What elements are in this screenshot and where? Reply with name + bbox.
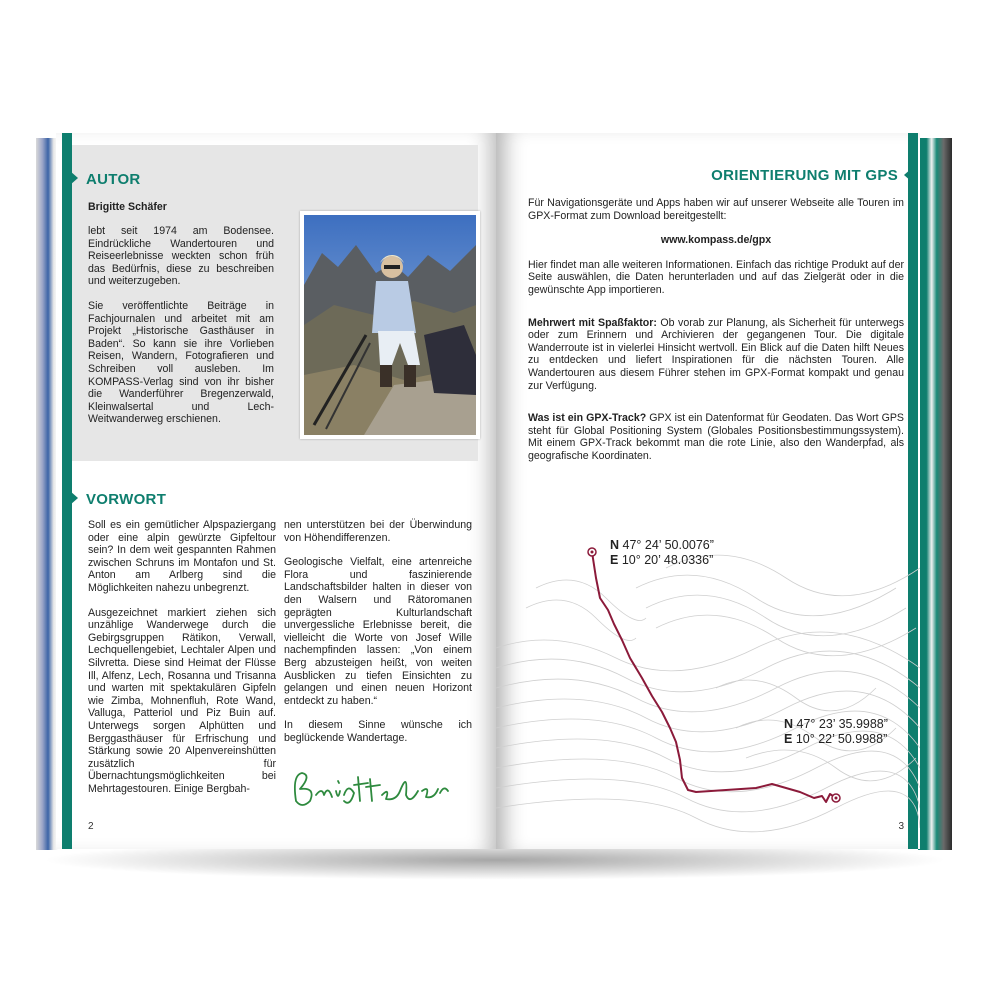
start-e-value: 10° 20’ 48.0336” [618,553,714,567]
author-bio-p1: lebt seit 1974 am Bodensee. Eindrückliche Wandertouren und Reiseerlebnisse weckten schon früh das Bedürfnis, diese zu beschreiben und weiterzugeben. [88,225,274,288]
gps-explainer [528,412,904,462]
chevron-left-icon [904,168,912,182]
right-page [496,133,920,849]
gps-explainer-label: Was ist ein GPX-Track? [528,412,647,425]
start-n-value: 47° 24’ 50.0076” [619,538,714,552]
author-bio [88,225,274,438]
start-e-label: E [610,553,619,567]
gps-url: www.kompass.de/gpx [660,234,772,247]
gps-text [528,197,904,475]
gpx-track-map [496,528,920,838]
chevron-right-icon [70,491,78,505]
chevron-right-icon [70,171,78,185]
author-photo-image [304,215,476,435]
gps-info: Hier findet man alle weiteren Informationen. Einfach das richtige Produkt auf der Seite auswählen, die Daten herunterladen und auf das Zielgerät oder in die gewünschte App importieren. [528,258,904,296]
author-bio-p2: Sie veröffentlichte Beiträge in Fachjournalen und arbeitet mit am Projekt „Historische Gasthäuser in Baden“. So kann sie ihre Vorlieben Reisen, Wandern, Fotografieren und Schreiben voll ausleben. Im KOMPASS-Verlag sind von ihr bisher die Wanderführer Bregenzerwald, Kleinwalsertal und Lech-Weitwanderweg erschienen. [88,299,274,426]
page-stack-left [36,138,58,850]
page-stack-right [918,138,952,850]
author-heading: AUTOR [86,171,141,188]
gps-mehrwert-text: Ob vorab zur Planung, als Sicherheit für unterwegs oder zum Erinnern und Archivieren der gegangenen Tour. Die digitale Wanderroute ist in vielerlei Hinsicht wertvoll. Ein Blick auf die Daten hilft Neues zu entdecken und liefert Inspirationen für die nächsten Touren. Alle Wandertouren aus diesem Führer stehen im GPX-Format kompakt und genau zur Verfügung. [528,316,905,392]
left-page [56,133,496,849]
gps-mehrwert-label: Mehrwert mit Spaßfaktor: [528,316,657,329]
end-n-label: N [784,717,794,731]
foreword-column-2 [284,519,472,757]
author-name: Brigitte Schäfer [88,201,167,213]
gps-explainer-text: GPX ist ein Datenformat für Geodaten. Das Wort GPS steht für Global Positioning System (Globales Positionsbestimmungssystem). Mit einem GPX-Track bekommt man die rote Linie, also den Wanderpfad, als geografische Koordinaten. [528,412,904,462]
end-e-value: 10° 22’ 50.9988” [792,732,888,746]
foreword-col2-p2: Geologische Vielfalt, eine artenreiche Flora und faszinierende Landschaftsbilder halten in dieser von den Walsern und Rätoromanen geprägten Kulturlandschaft unvergessliche Erlebnisse bereit, die vielleicht die Worte von Josef Wille nachempfinden lassen: „Von einem Berg abzusteigen heißt, von weiten Ausblicken zu tiefen Einsichten zu gelangen und einen neuen Horizont entdeckt zu haben.“ [284,556,472,707]
gps-mehrwert [528,317,904,393]
gps-intro: Für Navigationsgeräte und Apps haben wir auf unserer Webseite alle Touren im GPX-Format zum Download bereitgestellt: [528,197,904,222]
gps-heading: ORIENTIERUNG MIT GPS [711,167,898,184]
foreword-col1-p2: Ausgezeichnet markiert ziehen sich unzählige Wanderwege durch die Gebirgsgruppen Rätikon, Verwall, Lechquellengebiet, Lechtaler Alpen und Silvretta. Diese sind Heimat der Flüsse Ill, Alfenz, Lech, Rosanna und Trisanna und warten mit spektakulären Gipfeln wie Zimba, Mohnenfluh, Rote Wand, Valluga, Patteriol und Piz Buin auf. Unterwegs sorgen Alphütten und Berggasthäuser für Erfrischung und Stärkung sowie 20 Alpenvereinshütten zusätzlich für Übernachtungsmöglichkeiten bei Mehrtagestouren. Einige Bergbah- [88,606,276,795]
start-n-label: N [610,538,620,552]
foreword-col2-p3: In diesem Sinne wünsche ich beglückende Wandertage. [284,719,472,744]
foreword-col2-p1: nen unterstützen bei der Überwindung von Höhendifferenzen. [284,519,472,544]
foreword-col1-p1: Soll es ein gemütlicher Alpspaziergang oder eine alpin gewürzte Gipfeltour sein? In dem weit gespannten Rahmen zwischen Schruns im Montafon und St. Anton am Arlberg sind die Möglichkeiten nahezu unbegrenzt. [88,519,276,594]
foreword-heading: VORWORT [86,491,167,508]
end-coordinates [784,717,888,747]
page-number-right: 3 [898,821,904,832]
end-e-label: E [784,732,793,746]
end-n-value: 47° 23’ 35.9988” [793,717,888,731]
foreword-column-1 [88,519,276,807]
signature [288,761,458,821]
page-number-left: 2 [88,821,94,832]
start-coordinates [610,538,714,568]
author-photo [300,211,480,439]
author-box [72,145,478,461]
